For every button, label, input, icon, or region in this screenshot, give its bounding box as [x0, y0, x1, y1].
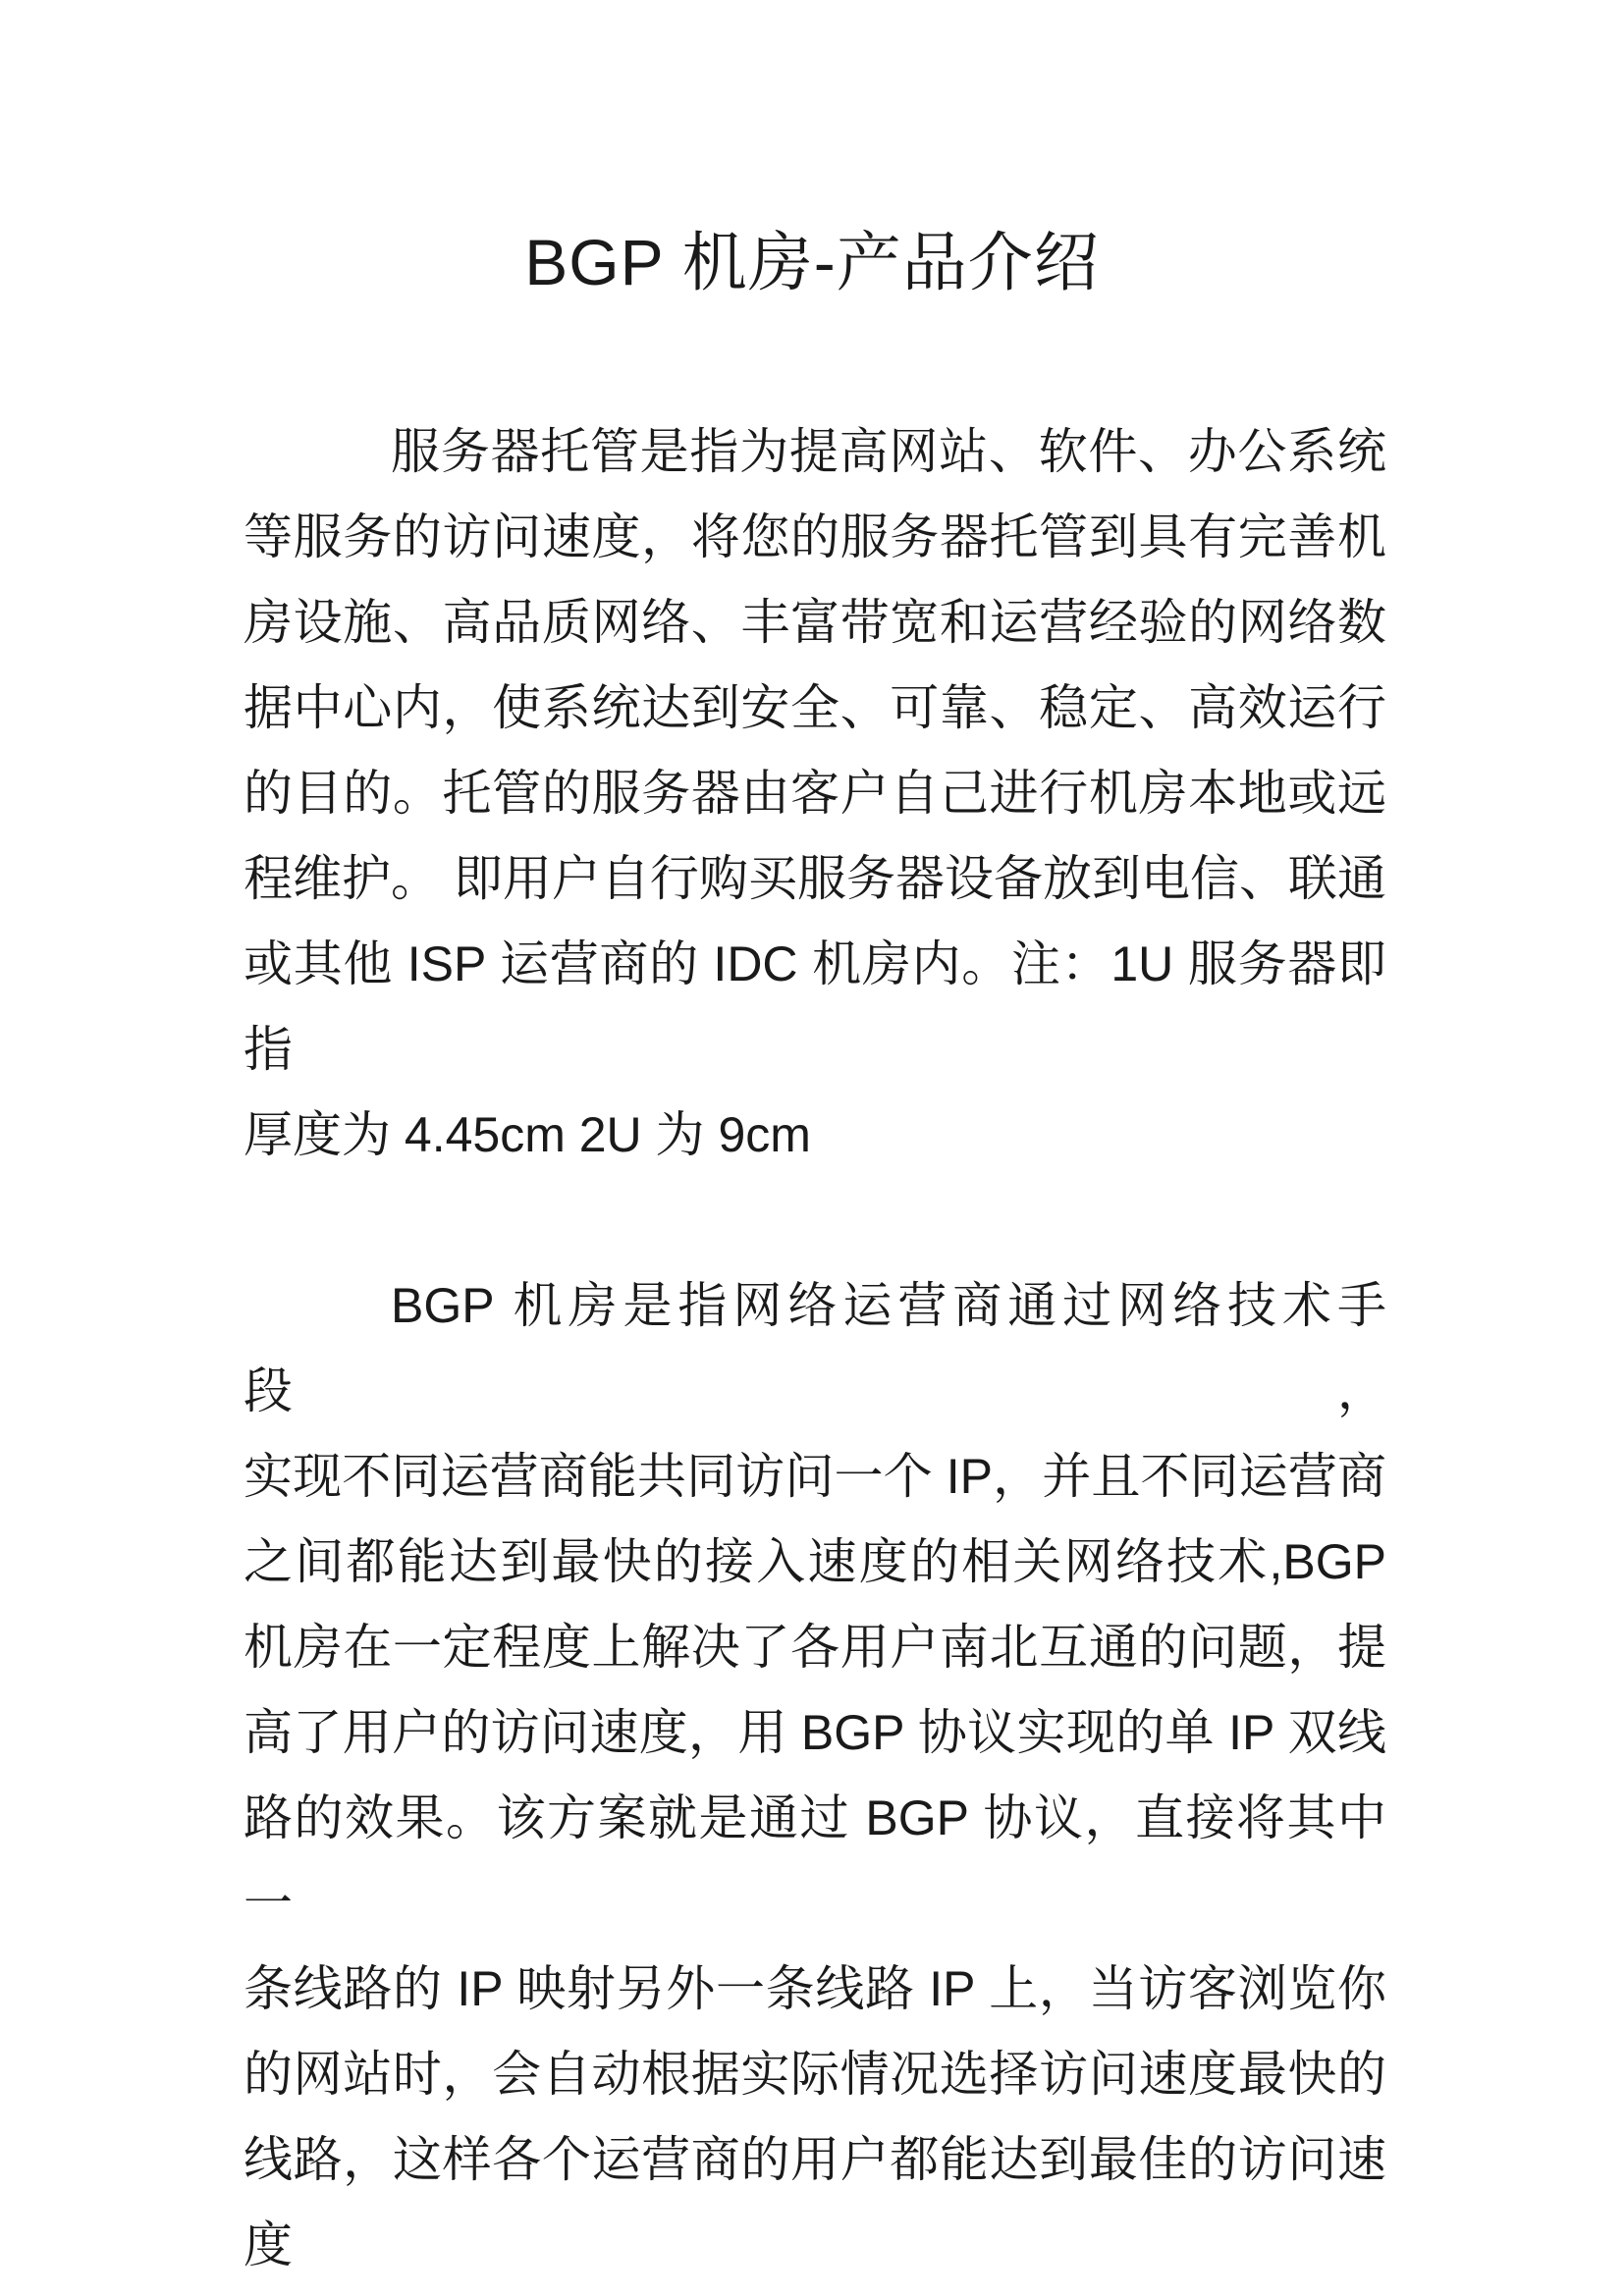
text-line: 或其他 ISP 运营商的 IDC 机房内。注：1U 服务器即指 [244, 936, 1386, 1077]
text-line: 实现不同运营商能共同访问一个 IP，并且不同运营商 [244, 1449, 1386, 1504]
text-line: BGP 机房是指网络运营商通过网络技术手段， [244, 1278, 1386, 1418]
document-body [244, 409, 1386, 2288]
text-line: 之间都能达到最快的接入速度的相关网络技术,BGP [244, 1534, 1386, 1589]
text-line: 厚度为 4.45cm 2U 为 9cm [244, 1107, 811, 1162]
paragraph [244, 1263, 1386, 2288]
text-line: 路的效果。该方案就是通过 BGP 协议，直接将其中一 [244, 1790, 1386, 1931]
paragraph [244, 409, 1386, 1178]
text-line: 高了用户的访问速度，用 BGP 协议实现的单 IP 双线 [244, 1705, 1386, 1760]
text-line: 条线路的 IP 映射另外一条线路 IP 上，当访客浏览你 [244, 1961, 1386, 2016]
text-line: 的目的。托管的服务器由客户自己进行机房本地或远 [244, 766, 1386, 821]
text-line: 等服务的访问速度，将您的服务器托管到具有完善机 [244, 509, 1386, 564]
text-line: 的网站时，会自动根据实际情况选择访问速度最快的 [244, 2047, 1386, 2102]
text-line: 度 [244, 2217, 293, 2272]
text-line: 线路，这样各个运营商的用户都能达到最佳的访问速 [244, 2132, 1386, 2187]
text-line: 房设施、高品质网络、丰富带宽和运营经验的网络数 [244, 595, 1386, 650]
text-line: 机房在一定程度上解决了各用户南北互通的问题，提 [244, 1620, 1386, 1675]
text-line: 据中心内，使系统达到安全、可靠、稳定、高效运行 [244, 680, 1386, 735]
text-line: 服务器托管是指为提高网站、软件、办公系统 [391, 424, 1386, 479]
page-title: BGP 机房-产品介绍 [524, 226, 1100, 298]
text-line: 程维护。 即用户自行购买服务器设备放到电信、联通 [244, 851, 1386, 906]
